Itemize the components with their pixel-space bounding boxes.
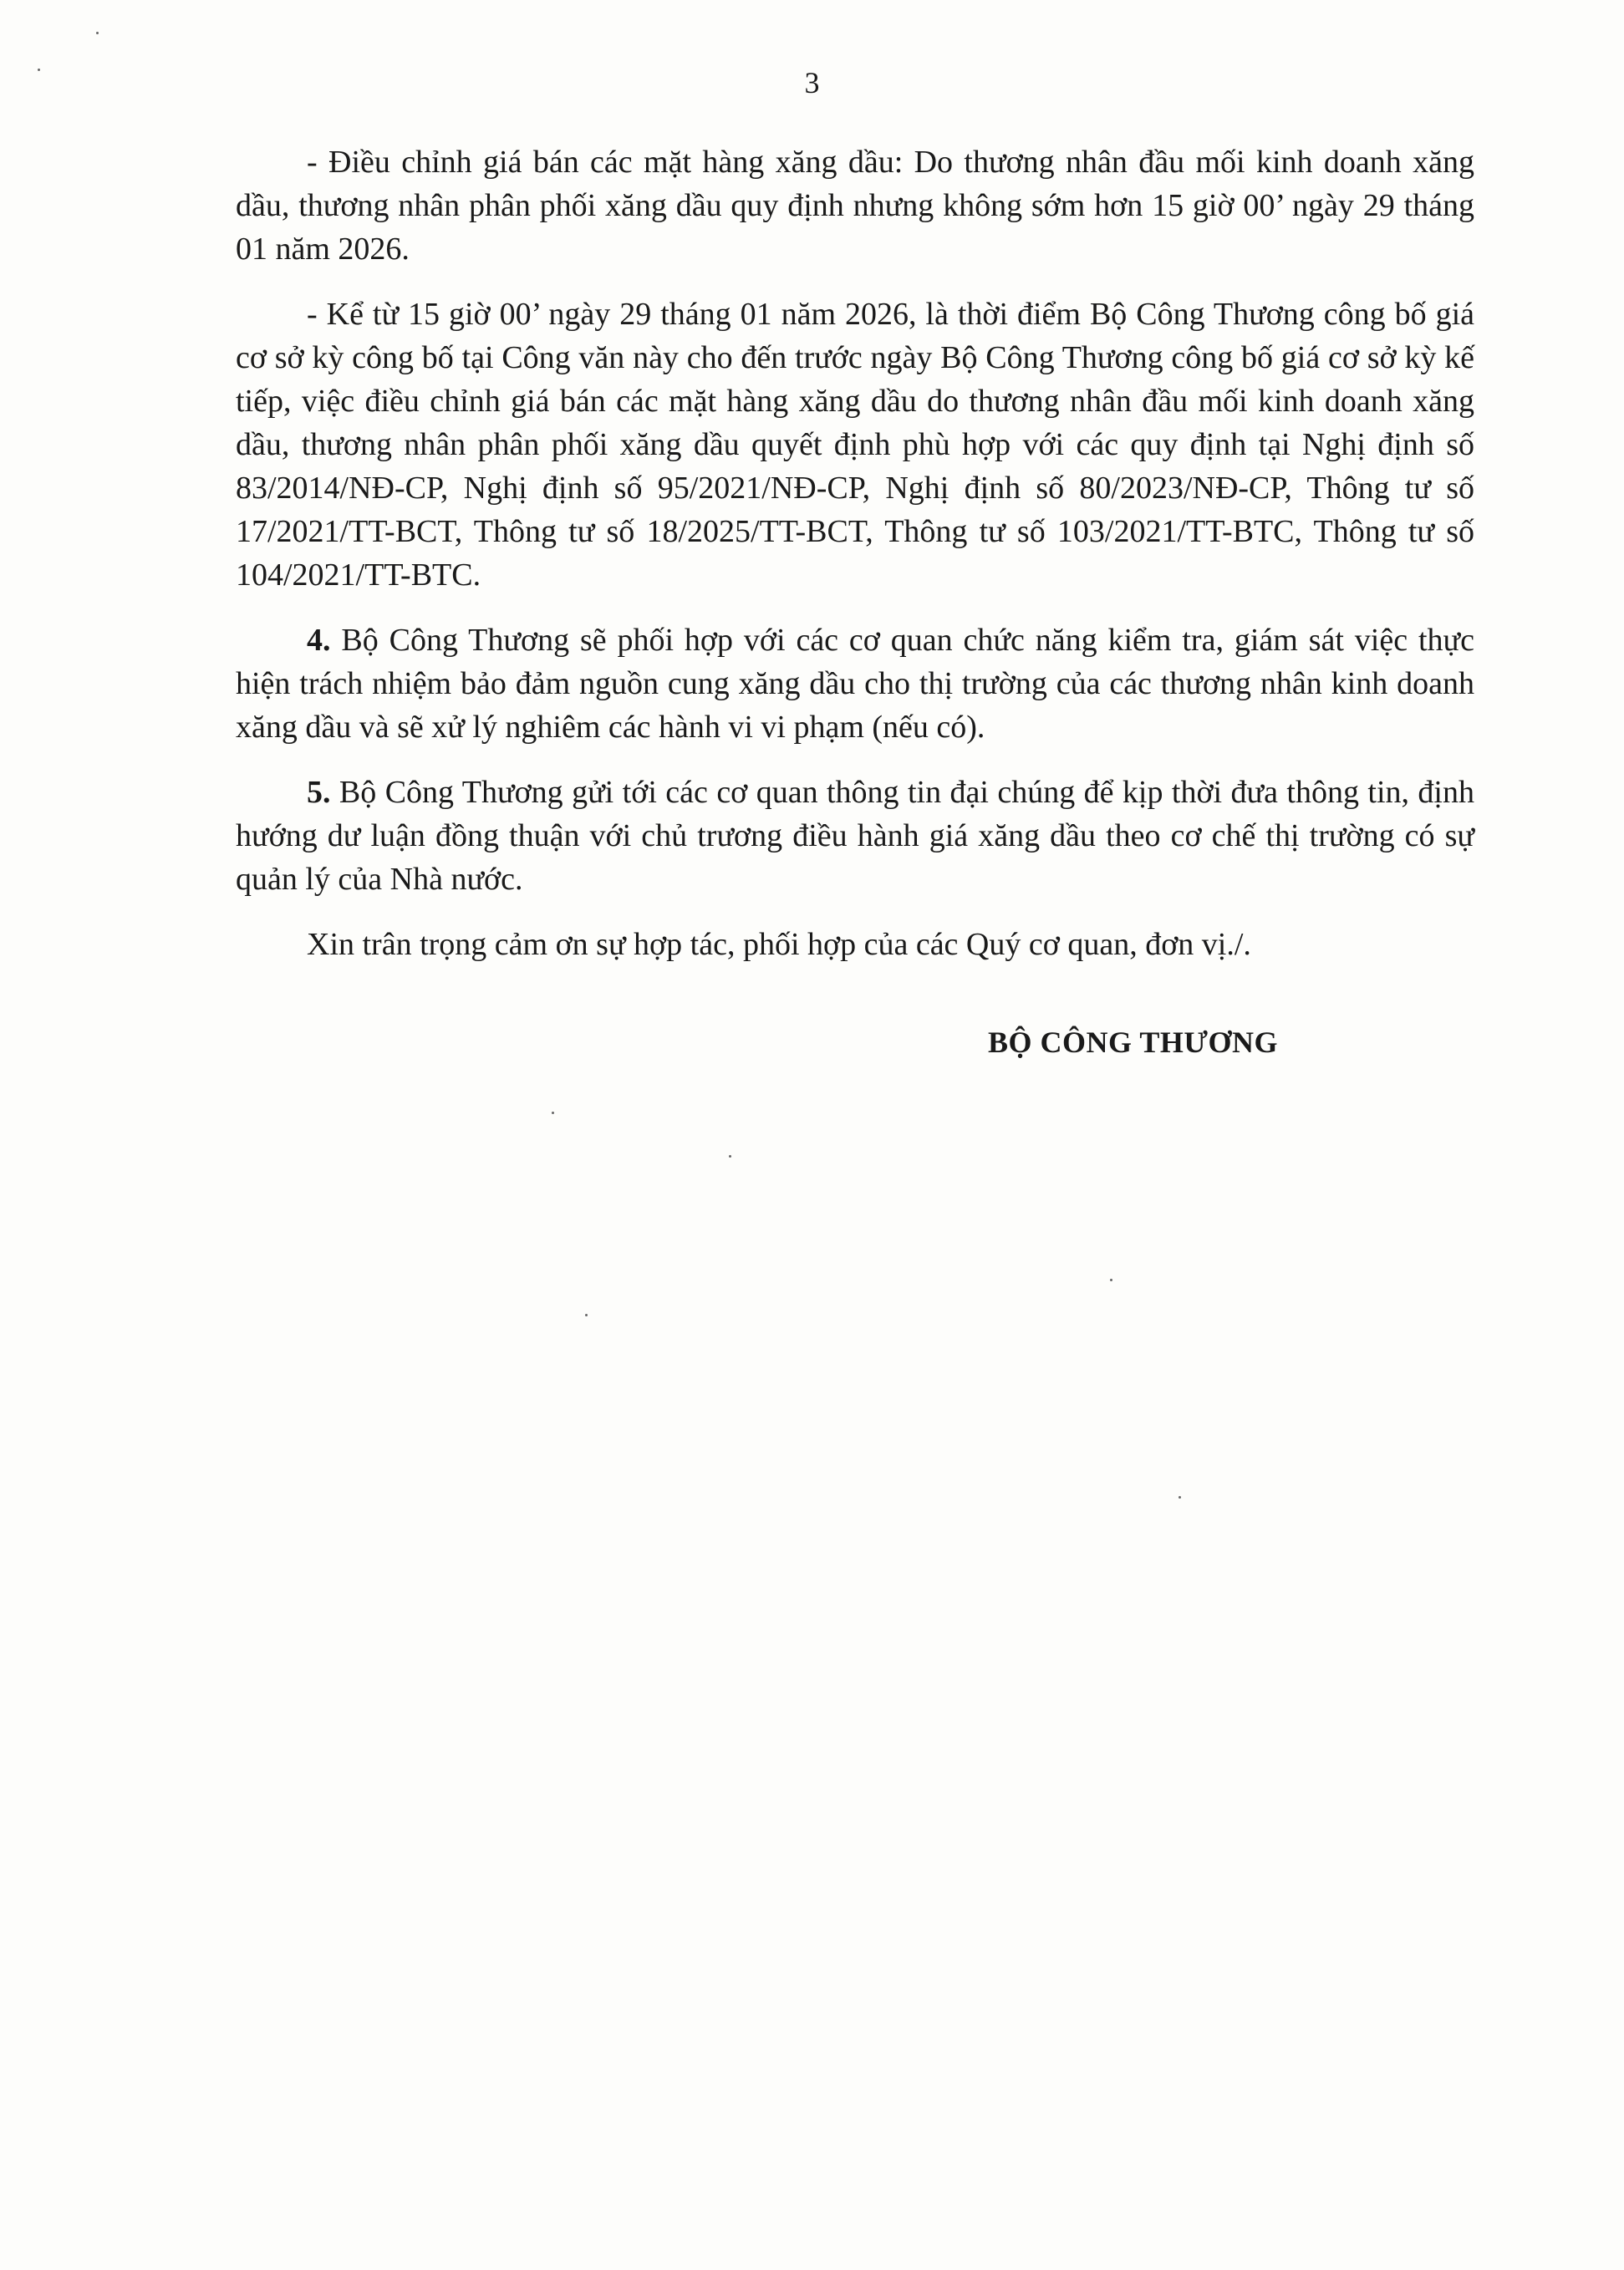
paragraph-text: - Kể từ 15 giờ 00’ ngày 29 tháng 01 năm 2026, là thời điểm Bộ Công Thương công bố giá cơ sở kỳ công bố tại Công văn này cho đến trước ngày Bộ Công Thương công bố giá cơ sở kỳ kế tiếp, việc điều chỉnh giá bán các mặt hàng xăng dầu do thương nhân đầu mối kinh doanh xăng dầu, thương nhân phân phối xăng dầu quyết định phù hợp với các quy định tại Nghị định số 83/2014/NĐ-CP, Nghị định số 95/2021/NĐ-CP, Nghị định số 80/2023/NĐ-CP, Thông tư số 17/2021/TT-BCT, Thông tư số 18/2025/TT-BCT, Thông tư số 103/2021/TT-BTC, Thông tư số 104/2021/TT-BTC. [236,297,1474,593]
scan-speck [729,1155,731,1158]
scan-speck [96,32,99,34]
paragraph-price-adjustment [236,140,1474,271]
scan-speck [552,1112,554,1114]
document-body [236,140,1474,988]
scan-speck [38,69,40,71]
paragraph-closing [236,923,1474,966]
paragraph-text: - Điều chỉnh giá bán các mặt hàng xăng dầu: Do thương nhân đầu mối kinh doanh xăng dầu, thương nhân phân phối xăng dầu quy định nhưng không sớm hơn 15 giờ 00’ ngày 29 tháng 01 năm 2026. [236,145,1474,267]
paragraph-text: Bộ Công Thương sẽ phối hợp với các cơ quan chức năng kiểm tra, giám sát việc thực hiện trách nhiệm bảo đảm nguồn cung xăng dầu cho thị trường của các thương nhân kinh doanh xăng dầu và sẽ xử lý nghiêm các hành vi vi phạm (nếu có). [236,623,1474,745]
scan-speck [585,1314,588,1316]
paragraph-effective-time [236,293,1474,597]
paragraph-5-media [236,771,1474,901]
paragraph-number: 5. [307,775,331,810]
signature-block: BỘ CÔNG THƯƠNG [988,1026,1279,1059]
paragraph-text: Bộ Công Thương gửi tới các cơ quan thông tin đại chúng để kịp thời đưa thông tin, định hướng dư luận đồng thuận với chủ trương điều hành giá xăng dầu theo cơ chế thị trường có sự quản lý của Nhà nước. [236,775,1474,897]
page-number: 3 [804,66,820,99]
paragraph-4-supervision [236,618,1474,749]
paragraph-text: Xin trân trọng cảm ơn sự hợp tác, phối hợp của các Quý cơ quan, đơn vị./. [307,927,1251,962]
scan-speck [1179,1496,1181,1499]
paragraph-number: 4. [307,623,331,658]
scan-speck [1110,1279,1112,1281]
